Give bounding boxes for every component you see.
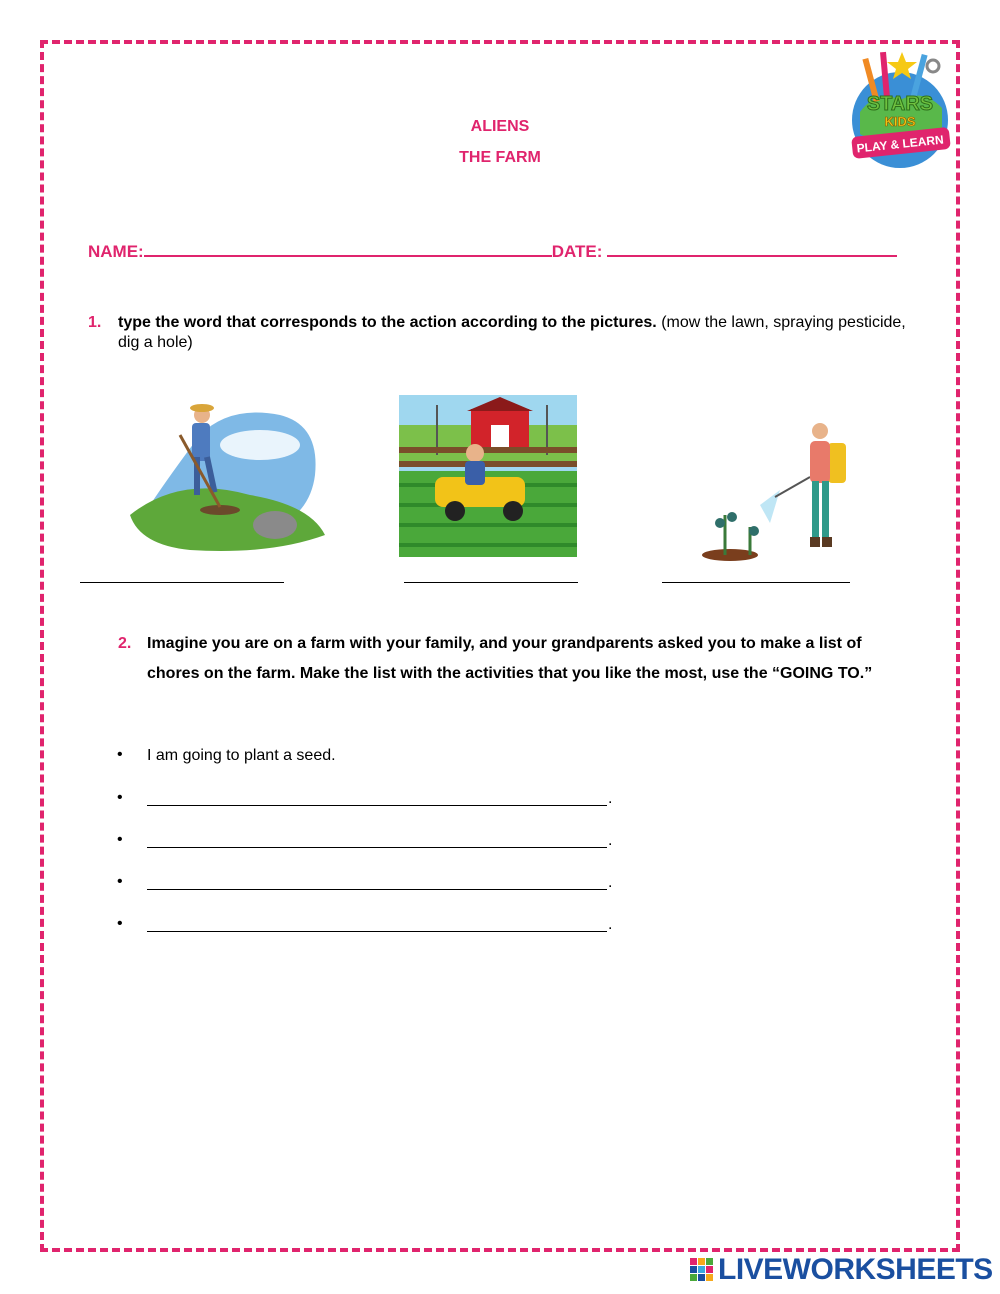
liveworksheets-footer	[690, 1254, 993, 1286]
question-1	[88, 313, 928, 353]
date-field[interactable]	[607, 241, 897, 257]
line-period: .	[608, 916, 613, 933]
logo-top-text: STARS	[866, 93, 934, 115]
answer-line-4[interactable]	[147, 931, 607, 932]
logo-badge-text: PLAY & LEARN	[855, 132, 945, 156]
logo-mid-text: KIDS	[884, 114, 916, 129]
answer-blank-3[interactable]	[662, 582, 850, 583]
question-2-text: Imagine you are on a farm with your family, and your grandparents asked you to make a list of chores on the farm. Make the list with the activities that you like the most, use the “GOING TO.”	[147, 635, 873, 682]
question-1-number: 1.	[88, 314, 102, 331]
list-bullet: •	[117, 831, 123, 848]
picture-spraying-pesticide	[670, 405, 870, 563]
answer-line-1[interactable]	[147, 805, 607, 806]
name-date-line	[88, 241, 897, 262]
question-1-instruction: type the word that corresponds to the action according to the pictures.	[118, 314, 657, 331]
worksheet-title: ALIENS	[470, 118, 530, 135]
list-bullet: •	[117, 789, 123, 806]
name-field[interactable]	[144, 241, 552, 257]
liveworksheets-brand[interactable]: LIVEWORKSHEETS	[718, 1253, 993, 1286]
list-bullet: •	[117, 915, 123, 932]
stars-kids-logo	[838, 48, 956, 172]
answer-line-2[interactable]	[147, 847, 607, 848]
question-1-options: (mow the lawn, spraying pesticide, dig a hole)	[118, 314, 906, 351]
name-label: NAME:	[88, 242, 144, 261]
picture-mow-the-lawn	[399, 395, 577, 557]
question-2	[118, 629, 918, 689]
line-period: .	[608, 790, 613, 807]
list-bullet: •	[117, 873, 123, 890]
line-period: .	[608, 874, 613, 891]
answer-blank-2[interactable]	[404, 582, 578, 583]
line-period: .	[608, 832, 613, 849]
picture-dig-a-hole	[120, 395, 330, 560]
list-bullet: •	[117, 746, 123, 763]
date-label: DATE:	[551, 242, 603, 261]
liveworksheets-logo-icon	[690, 1258, 714, 1282]
example-sentence: I am going to plant a seed.	[147, 747, 336, 764]
worksheet-subtitle: THE FARM	[459, 149, 541, 166]
question-2-number: 2.	[118, 635, 132, 652]
answer-blank-1[interactable]	[80, 582, 284, 583]
answer-line-3[interactable]	[147, 889, 607, 890]
